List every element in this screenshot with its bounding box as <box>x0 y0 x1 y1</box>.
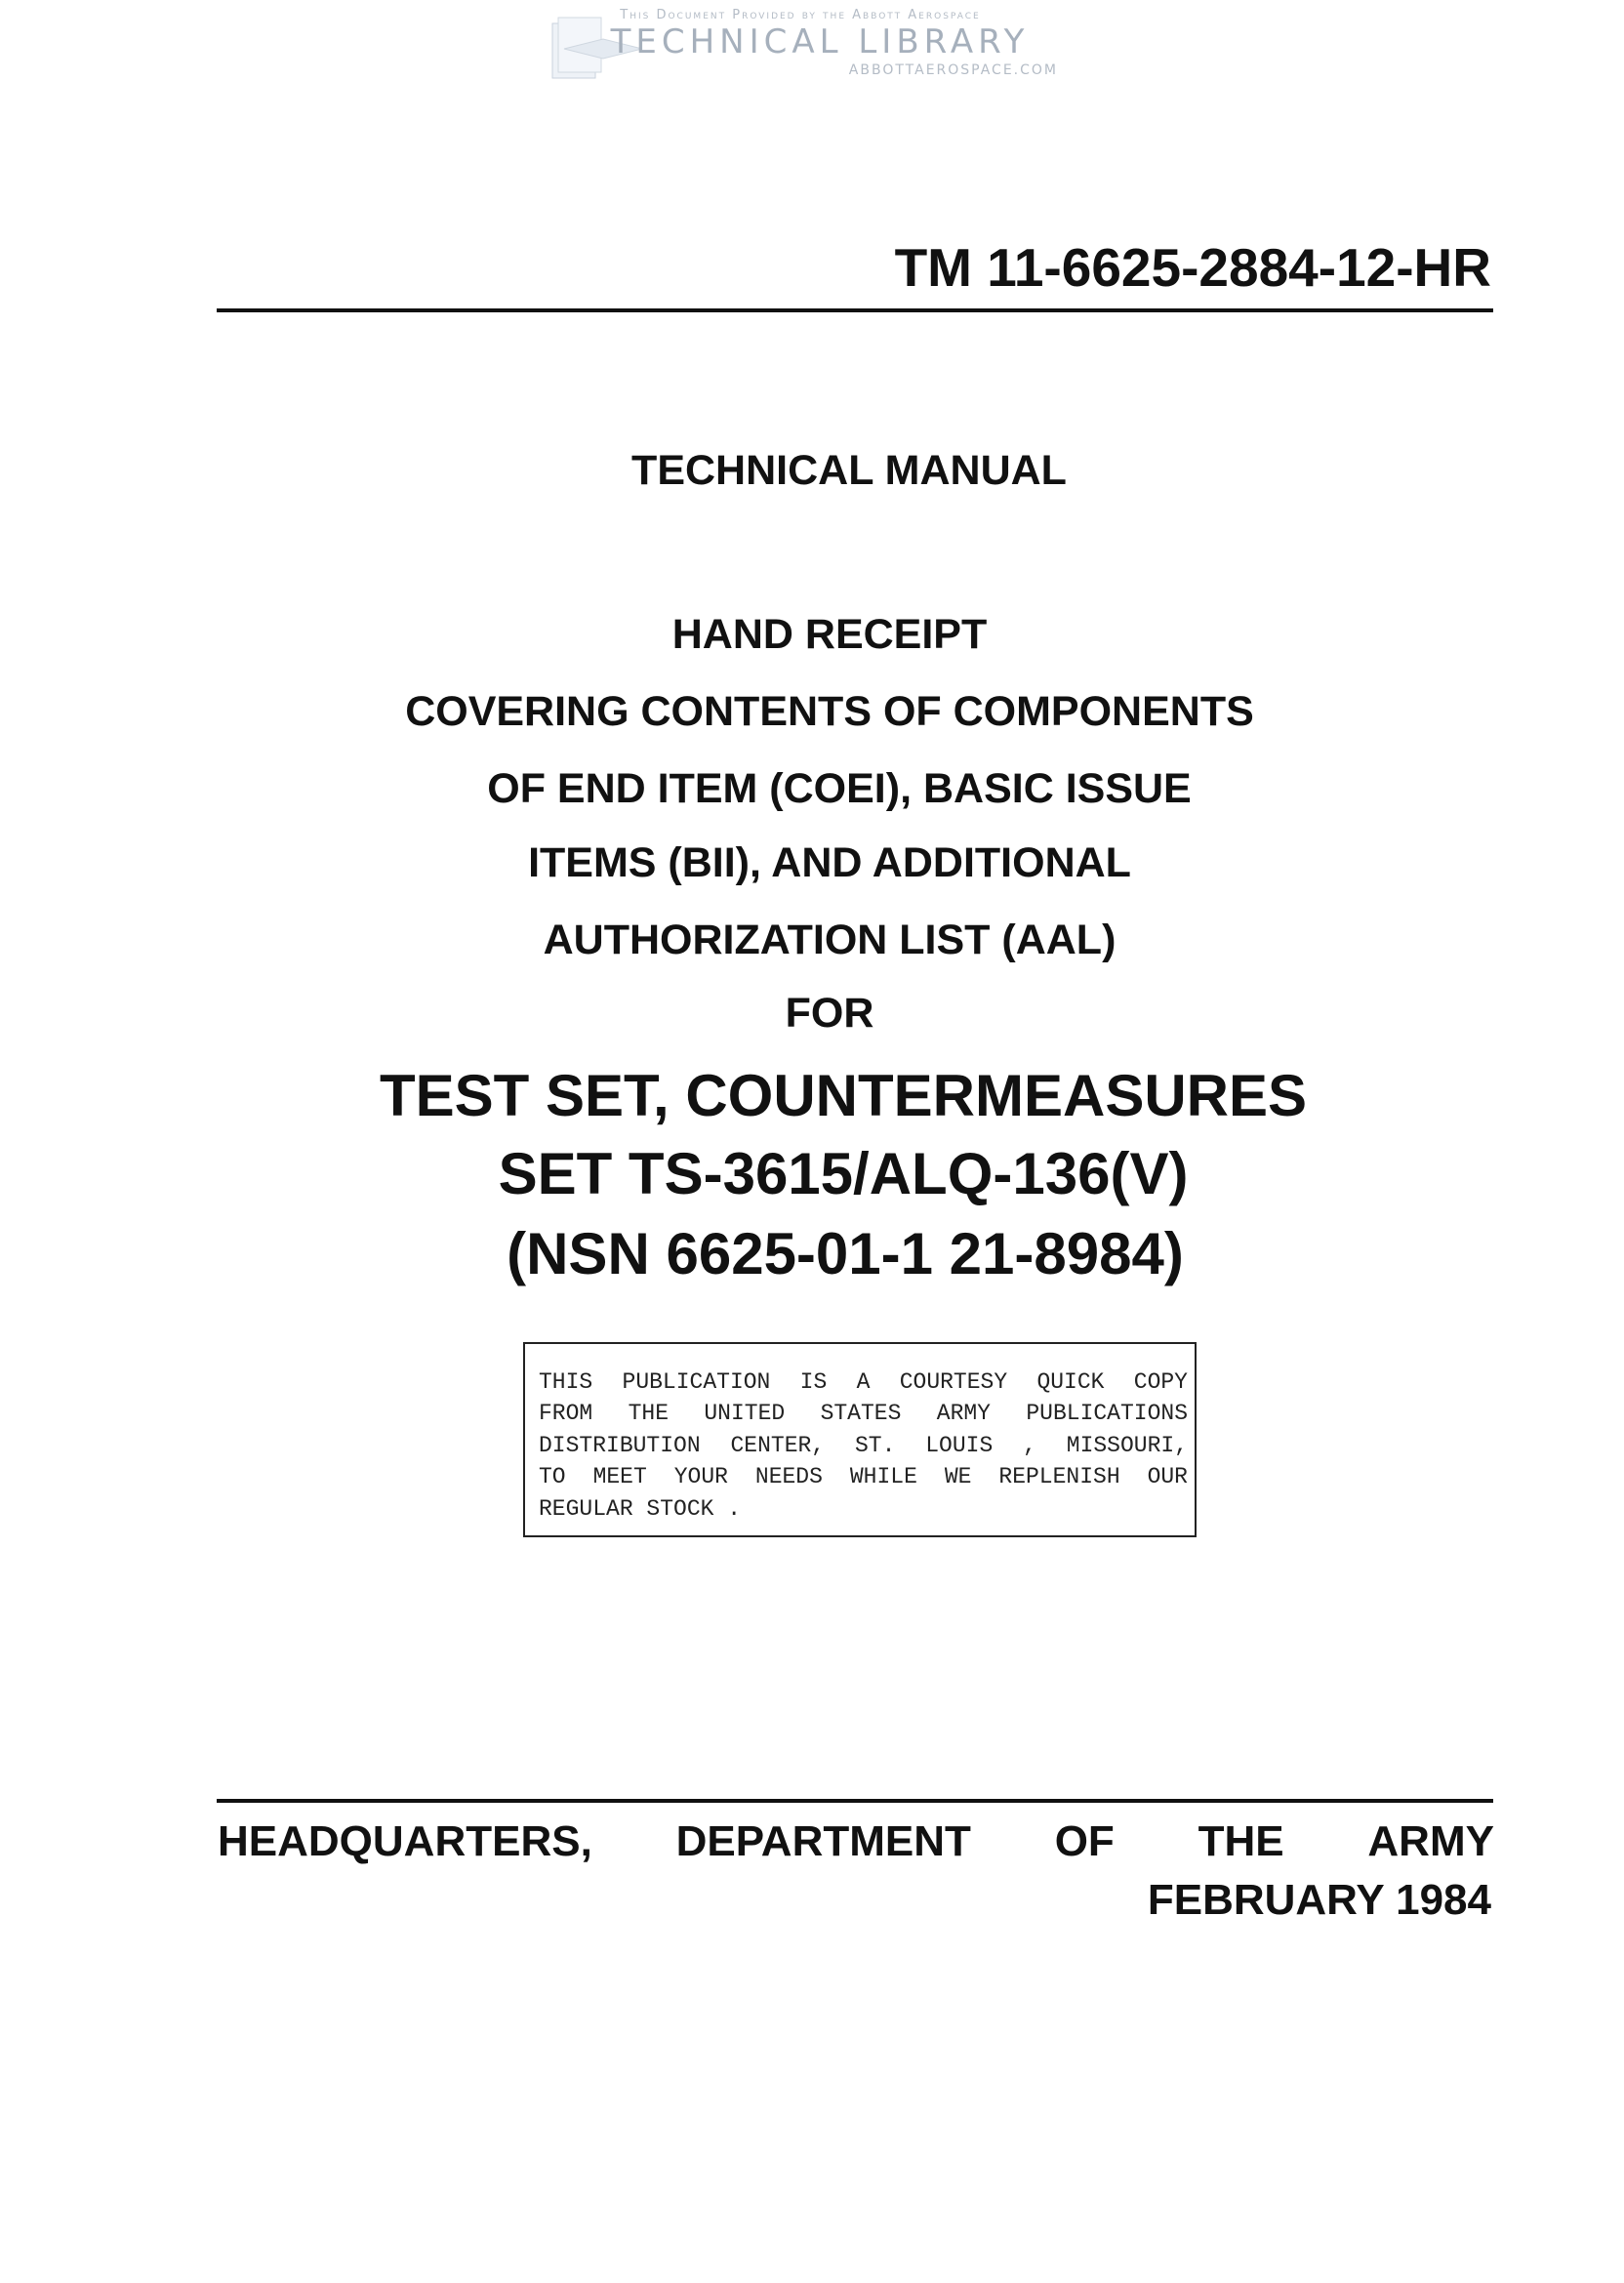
hq-word: DEPARTMENT <box>675 1817 971 1865</box>
title-line-5: AUTHORIZATION LIST (AAL) <box>543 917 1116 963</box>
hq-word: OF <box>1054 1817 1115 1865</box>
footer-rule <box>217 1799 1493 1803</box>
notice-line: FROM THE UNITED STATES ARMY PUBLICATIONS <box>539 1401 1188 1426</box>
courtesy-copy-notice <box>523 1342 1197 1537</box>
watermark-library-title: TECHNICAL LIBRARY <box>610 22 1030 61</box>
header-rule <box>217 308 1493 312</box>
manual-type: TECHNICAL MANUAL <box>631 447 1067 494</box>
equipment-model: SET TS-3615/ALQ-136(V) <box>498 1141 1189 1206</box>
equipment-nsn: (NSN 6625-01-1 21-8984) <box>507 1221 1184 1286</box>
notice-line: REGULAR STOCK . <box>539 1496 742 1522</box>
equipment-name: TEST SET, COUNTERMEASURES <box>379 1063 1308 1128</box>
title-line-3: OF END ITEM (COEI), BASIC ISSUE <box>487 765 1192 812</box>
watermark-url: ABBOTTAEROSPACE.COM <box>848 62 1058 78</box>
title-line-2: COVERING CONTENTS OF COMPONENTS <box>405 688 1254 735</box>
hq-word: THE <box>1198 1817 1284 1865</box>
issuing-authority <box>218 1815 1494 1868</box>
title-line-1: HAND RECEIPT <box>671 611 988 658</box>
publication-date: FEBRUARY 1984 <box>1147 1876 1491 1924</box>
tm-number: TM 11-6625-2884-12-HR <box>894 237 1491 298</box>
watermark <box>543 4 1060 86</box>
hq-word: ARMY <box>1367 1817 1494 1865</box>
title-line-for: FOR <box>785 990 874 1037</box>
notice-line: DISTRIBUTION CENTER, ST. LOUIS , MISSOURI, <box>539 1433 1188 1458</box>
notice-line: THIS PUBLICATION IS A COURTESY QUICK COPY <box>539 1369 1188 1395</box>
title-line-4: ITEMS (BII), AND ADDITIONAL <box>528 839 1131 886</box>
watermark-provider-text: This Document Provided by the Abbott Aerospace <box>620 8 981 22</box>
notice-line: TO MEET YOUR NEEDS WHILE WE REPLENISH OUR <box>539 1464 1188 1489</box>
hq-word: HEADQUARTERS, <box>218 1817 592 1865</box>
